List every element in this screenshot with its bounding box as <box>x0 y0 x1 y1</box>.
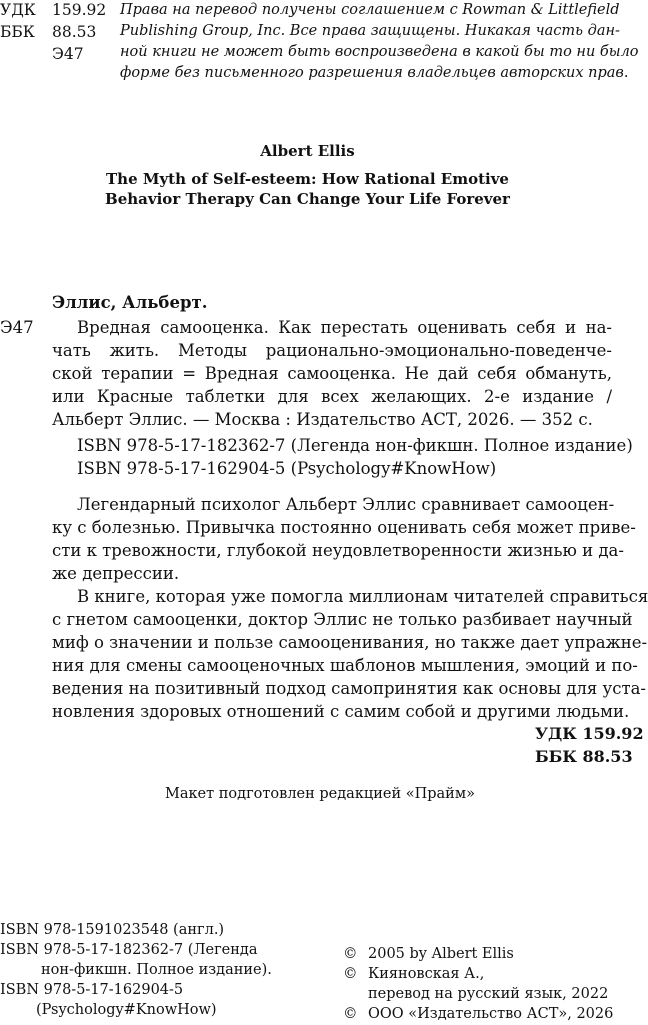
copyright-line <box>343 1004 613 1024</box>
original-title-line: The Myth of Self-esteem: How Rational Emotive <box>106 170 509 188</box>
udk-code: УДК 159.92 <box>535 724 644 743</box>
rights-line: ной книги не может быть воспроизведена в какой бы то ни было <box>120 44 639 60</box>
bibliographic-heading: Эллис, Альберт. <box>52 293 208 312</box>
isbn-line: ISBN 978-5-17-182362-7 (Легенда нон-фикшн. Полное издание) <box>77 436 633 455</box>
author-mark-code: Э47 <box>0 318 34 337</box>
bbk-code: ББК 88.53 <box>535 747 633 766</box>
copyright-block <box>343 944 613 1024</box>
copyright-line <box>343 984 613 1004</box>
annotation-line: миф о значении и пользе самооценивания, но также дает упражне- <box>52 633 648 652</box>
bbk-value: 88.53 <box>52 23 97 41</box>
layout-note: Макет подготовлен редакцией «Прайм» <box>165 786 475 802</box>
copyright-symbol: © <box>343 946 358 962</box>
copyright-symbol: © <box>343 1006 358 1022</box>
isbn-line: ISBN 978-5-17-162904-5 (Psychology#KnowHow) <box>77 459 497 478</box>
annotation-line: ку с болезнью. Привычка постоянно оценивать себя может приве- <box>52 518 636 537</box>
isbn-footer-line: ISBN 978-5-17-162904-5 <box>0 982 184 998</box>
rights-line: Права на перевод получены соглашением с Rowman & Littlefield <box>120 2 620 18</box>
copyright-line <box>343 944 613 964</box>
annotation-line: с гнетом самооценки, доктор Эллис не только разбивает научный <box>52 610 633 629</box>
rights-line: Publishing Group, Inc. Все права защищены. Никакая часть дан- <box>120 23 620 39</box>
isbn-list <box>77 434 633 480</box>
annotation-line: же депрессии. <box>52 564 180 583</box>
copyright-line <box>343 964 613 984</box>
isbn-footer-line: (Psychology#KnowHow) <box>36 1002 217 1018</box>
classification-codes-right <box>415 722 644 768</box>
copyright-text: перевод на русский язык, 2022 <box>368 986 609 1002</box>
description-line: ской терапии = Вредная самооценка. Не дай себя обмануть, <box>52 364 612 383</box>
isbn-footer-line: ISBN 978-5-17-182362-7 (Легенда <box>0 942 258 958</box>
description-line: или Красные таблетки для всех желающих. 2-е издание / <box>52 387 612 406</box>
original-title-line: Behavior Therapy Can Change Your Life Forever <box>105 190 510 208</box>
isbn-footer <box>0 920 272 1020</box>
description-line: чать жить. Методы рационально-эмоционально-поведенче- <box>52 341 612 360</box>
description-line: Альберт Эллис. — Москва : Издательство АСТ, 2026. — 352 с. <box>52 410 593 429</box>
copyright-text: 2005 by Albert Ellis <box>368 946 514 962</box>
annotation-line: В книге, которая уже помогла миллионам читателей справиться <box>77 587 648 606</box>
annotation-line: сти к тревожности, глубокой неудовлетворенности жизнью и да- <box>52 541 624 560</box>
copyright-symbol: © <box>343 966 358 982</box>
isbn-footer-line: ISBN 978-1591023548 (англ.) <box>0 922 225 938</box>
annotation-paragraph-2 <box>52 585 648 723</box>
author-mark-value: Э47 <box>52 45 84 63</box>
original-author: Albert Ellis <box>260 142 355 160</box>
udk-value: 159.92 <box>52 1 107 19</box>
rights-notice <box>120 0 639 84</box>
description-line: Вредная самооценка. Как перестать оценивать себя и на- <box>77 318 612 337</box>
rights-line: форме без письменного разрешения владельцев авторских прав. <box>120 65 629 81</box>
copyright-text: ООО «Издательство АСТ», 2026 <box>368 1006 614 1022</box>
annotation-line: ния для смены самооценочных шаблонов мышления, эмоций и по- <box>52 656 638 675</box>
annotation-line: новления здоровых отношений с самим собой и другими людьми. <box>52 702 630 721</box>
udk-label: УДК <box>0 1 36 19</box>
bibliographic-description <box>52 316 612 431</box>
isbn-footer-line: нон-фикшн. Полное издание). <box>41 962 272 978</box>
annotation-line: ведения на позитивный подход самопринятия как основы для уста- <box>52 679 647 698</box>
copyright-text: Кияновская А., <box>368 966 485 982</box>
annotation-line: Легендарный психолог Альберт Эллис сравнивает самооцен- <box>77 495 615 514</box>
bbk-label: ББК <box>0 23 35 41</box>
annotation-paragraph-1 <box>52 493 636 585</box>
